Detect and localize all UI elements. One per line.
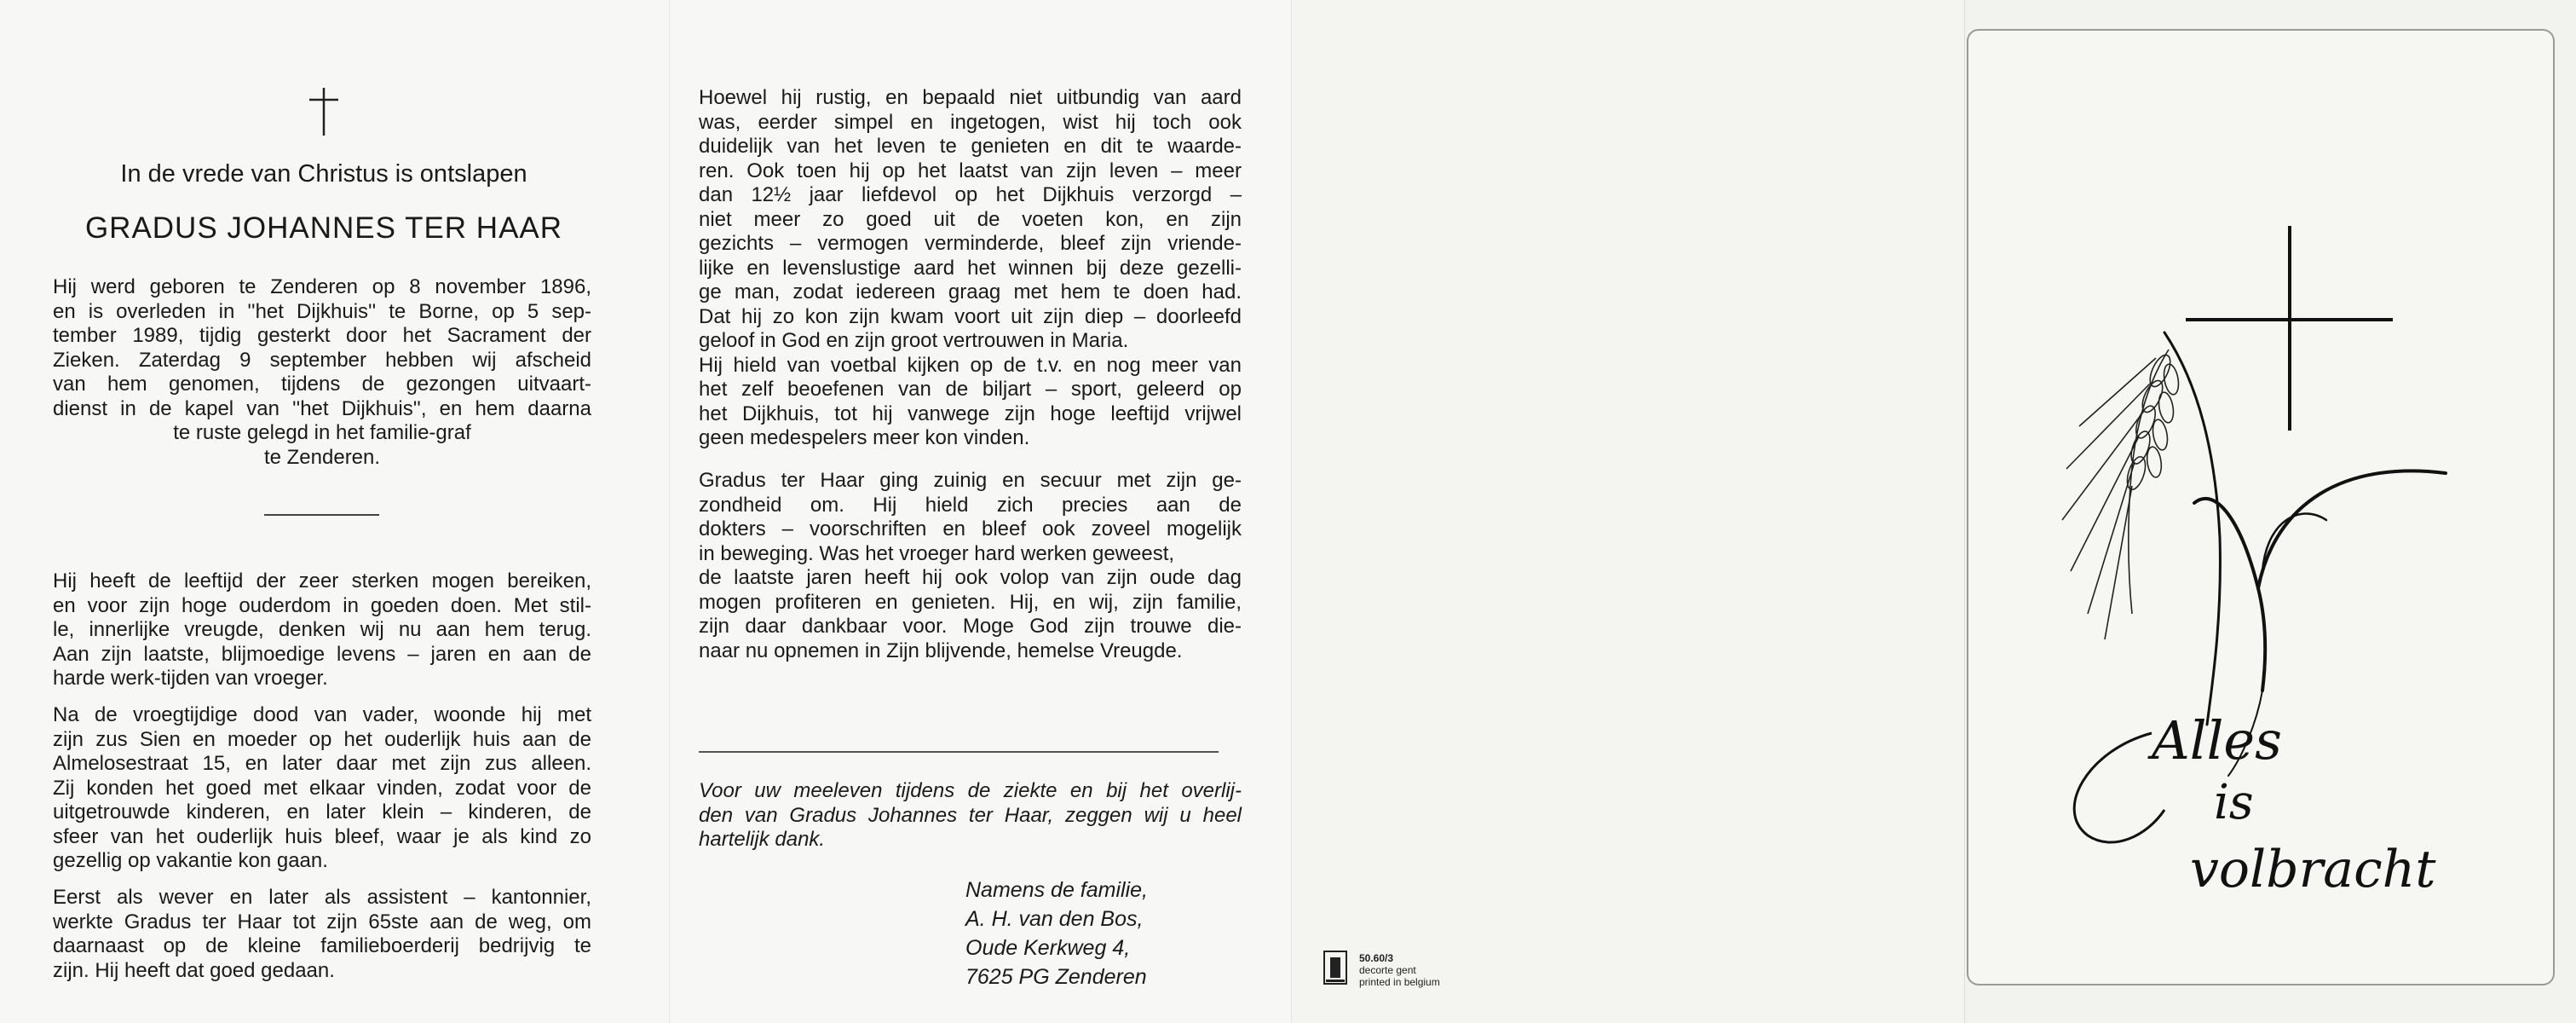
text-line: gezellig op vakantie kon gaan.: [53, 849, 328, 872]
text-line: de laatste jaren heeft hij ook volop van zijn oude dag: [699, 566, 1242, 589]
text-line: Gradus ter Haar ging zuinig en secuur met zijn ge-: [699, 469, 1242, 492]
text-line: geloof in God en zijn groot vertrouwen in Maria.: [699, 329, 1129, 352]
sign-line: Namens de familie,: [965, 878, 1148, 902]
biography-block: [53, 275, 591, 470]
bio-line: van hem genomen, tijdens de gezongen uitvaart-: [53, 373, 591, 396]
printer-name: decorte gent: [1359, 964, 1416, 976]
text-line: zijn daar dankbaar voor. Moge God zijn trouwe die-: [699, 615, 1242, 638]
text-line: lijke en levenslustige aard het winnen bij deze gezelli-: [699, 256, 1242, 280]
text-line: in beweging. Was het vroeger hard werken geweest,: [699, 541, 1175, 565]
text-line: zijn zus Sien en moeder op het ouderlijk huis aan de: [53, 727, 591, 751]
paragraph-character: [699, 86, 1242, 451]
text-line: naar nu opnemen in Zijn blijvende, hemelse Vreugde.: [699, 639, 1183, 662]
page-three: [1291, 0, 1964, 1023]
text-line: Almelosestraat 15, en later daar met zijn zus alleen.: [53, 752, 591, 775]
text-line: Hij heeft de leeftijd der zeer sterken mogen bereiken,: [53, 569, 591, 592]
divider: [699, 751, 1219, 753]
text-line: Eerst als wever en later als assistent – kantonnier,: [53, 886, 591, 909]
text-line: zijn. Hij heeft dat goed gedaan.: [53, 958, 335, 982]
bio-line: Hij werd geboren te Zenderen op 8 november 1896,: [53, 275, 591, 298]
paragraph-age: [53, 569, 591, 691]
signature-block: [965, 876, 1148, 991]
text-line: Hoewel hij rustig, en bepaald niet uitbundig van aard: [699, 86, 1242, 109]
bio-line: dienst in de kapel van ''het Dijkhuis'', en hem daarna: [53, 396, 591, 420]
text-line: was, eerder simpel en ingetogen, wist hij toch ook: [699, 110, 1242, 134]
bio-line: en is overleden in ''het Dijkhuis'' te Borne, op 5 sep-: [53, 299, 591, 323]
text-line: Na de vroegtijdige dood van vader, woonde hij met: [53, 703, 591, 726]
text-line: hartelijk dank.: [699, 828, 826, 851]
text-line: le, innerlijke vreugde, denken wij nu aan hem terug.: [53, 618, 591, 641]
text-line: gezichts – vermogen verminderde, bleef zijn vriende-: [699, 232, 1242, 255]
sign-line: A. H. van den Bos,: [965, 907, 1144, 931]
cross-icon: [306, 86, 342, 137]
text-line: sfeer van het ouderlijk huis bleef, waar je als kind zo: [53, 824, 591, 848]
bio-line: tember 1989, tijdig gesterkt door het Sacrament der: [53, 324, 591, 347]
text-line: ge man, zodat iedereen graag met hem te doen had.: [699, 280, 1242, 303]
text-line: dokters – voorschriften en bleef ook zoveel mogelijk: [699, 517, 1242, 540]
text-line: niet meer zo goed uit de voeten kon, en zijn: [699, 207, 1242, 231]
bio-line: Zieken. Zaterdag 9 september hebben wij afscheid: [53, 348, 591, 372]
divider: [264, 514, 379, 516]
text-line: zondheid om. Hij hield zich precies aan de: [699, 493, 1242, 517]
cross-wheat-illustration: [1985, 213, 2531, 963]
thanks-text: [699, 779, 1242, 852]
text-line: ren. Ook toen hij op het laatst van zijn leven – meer: [699, 159, 1242, 182]
text-line: uitgetrouwde kinderen, en later klein – kinderen, de: [53, 800, 591, 824]
text-line: Voor uw meeleven tijdens de ziekte en bij het overlij-: [699, 779, 1242, 802]
text-line: en voor zijn hoge ouderdom in goeden doen. Met stil-: [53, 593, 591, 617]
motto-line-3: volbracht: [2190, 840, 2436, 899]
sign-line: Oude Kerkweg 4,: [965, 936, 1131, 960]
motto-line-1: Alles: [2152, 709, 2282, 772]
text-line: daarnaast op de kleine familieboerderij bedrijvig te: [53, 934, 591, 957]
text-line: Zij konden het goed met elkaar vinden, zodat voor de: [53, 776, 591, 800]
text-line: harde werk-tijden van vroeger.: [53, 667, 328, 690]
text-line: geen medespelers meer kon vinden.: [699, 426, 1030, 449]
text-line: Aan zijn laatste, blijmoedige levens – jaren en aan de: [53, 642, 591, 666]
printer-origin: printed in belgium: [1359, 976, 1440, 988]
cross-icon: [2186, 226, 2393, 431]
paragraph-health: [699, 469, 1242, 663]
printer-text: [1359, 952, 1440, 988]
text-line: werkte Gradus ter Haar tot zijn 65ste aan de weg, om: [53, 910, 591, 933]
motto-line-2: is: [2214, 775, 2254, 830]
text-line: Dat hij zo kon zijn kwam voort uit zijn diep – doorleefd: [699, 304, 1242, 328]
bio-line: te ruste gelegd in het familie-graf: [173, 421, 471, 444]
text-line: den van Gradus Johannes ter Haar, zeggen wij u heel: [699, 803, 1242, 827]
text-line: het zelf beoefenen van de biljart – sport, geleerd op: [699, 378, 1242, 401]
deceased-name: GRADUS JOHANNES TER HAAR: [84, 211, 563, 245]
text-line: mogen profiteren en genieten. Hij, en wij, zijn familie,: [699, 590, 1242, 614]
text-line: dan 12½ jaar liefdevol op het Dijkhuis verzorgd –: [699, 183, 1242, 206]
printer-mark: [1323, 951, 1494, 993]
bio-line: te Zenderen.: [263, 445, 381, 469]
printer-logo-icon: [1323, 951, 1347, 985]
text-line: duidelijk van het leven te genieten en dit te waarde-: [699, 135, 1242, 158]
paragraph-family: [53, 703, 591, 874]
text-line: het Dijkhuis, tot hij vanwege zijn hoge leeftijd vrijwel: [699, 402, 1242, 425]
wheat-ear-icon: [2062, 350, 2181, 639]
sign-line: 7625 PG Zenderen: [965, 965, 1147, 989]
printer-code: 50.60/3: [1359, 952, 1394, 964]
paragraph-work: [53, 886, 591, 983]
intro-text: In de vrede van Christus is ontslapen: [120, 160, 527, 188]
text-line: Hij hield van voetbal kijken op de t.v. en nog meer van: [699, 353, 1242, 377]
